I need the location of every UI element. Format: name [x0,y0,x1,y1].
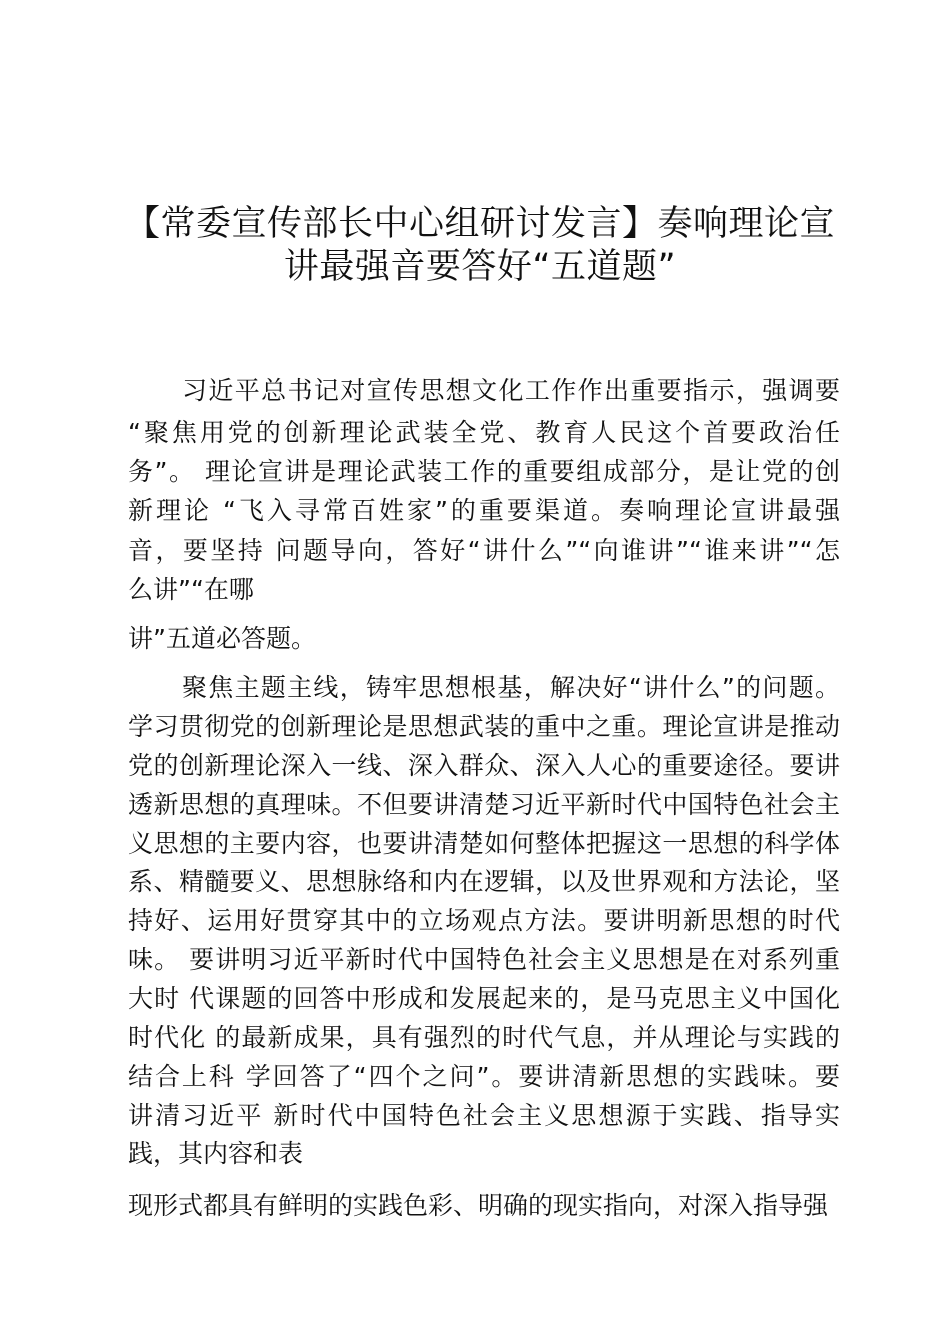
paragraph-1-line-7: 讲”五道必答题。 [128,624,316,653]
paragraph-2-line-8: 味。 要讲明习近平新时代中国特色社会主义思想是在对系列重 [128,945,840,974]
paragraph-2-line-11: 结合上科 学回答了“四个之问”。要讲清新思想的实践味。要 [128,1062,840,1091]
paragraph-2-line-13: 践，其内容和表 [128,1139,304,1168]
paragraph-2-line-2: 学习贯彻党的创新理论是思想武装的重中之重。理论宣讲是推动 [128,712,840,741]
document-title-line-2: 讲最强音要答好“五道题” [283,247,677,287]
paragraph-1-line-1: 习近平总书记对宣传思想文化工作作出重要指示，强调要 [182,376,840,405]
paragraph-2-line-7: 持好、运用好贯穿其中的立场观点方法。要讲明新思想的时代 [128,906,840,935]
document-title-line-1: 【常委宣传部长中心组研讨发言】奏响理论宣 [124,204,835,244]
paragraph-2-line-12: 讲清习近平 新时代中国特色社会主义思想源于实践、指导实 [128,1101,840,1130]
paragraph-1-line-6: 么讲”“在哪 [128,575,254,604]
paragraph-2-line-10: 时代化 的最新成果，具有强烈的时代气息，并从理论与实践的 [128,1023,840,1052]
paragraph-1-line-5: 音，要坚持 问题导向，答好“讲什么”“向谁讲”“谁来讲”“怎 [128,536,840,565]
paragraph-2-line-5: 义思想的主要内容，也要讲清楚如何整体把握这一思想的科学体 [128,829,840,858]
paragraph-1-line-3: 务”。 理论宣讲是理论武装工作的重要组成部分，是让党的创 [128,457,840,486]
paragraph-2-line-3: 党的创新理论深入一线、深入群众、深入人心的重要途径。要讲 [128,751,840,780]
paragraph-1-line-4: 新理论 “飞入寻常百姓家”的重要渠道。奏响理论宣讲最强 [128,496,840,525]
paragraph-1-line-2: “聚焦用党的创新理论武装全党、教育人民这个首要政治任 [128,418,840,447]
paragraph-2-line-1: 聚焦主题主线，铸牢思想根基，解决好“讲什么”的问题。 [182,673,840,702]
paragraph-2-line-9: 大时 代课题的回答中形成和发展起来的，是马克思主义中国化 [128,984,840,1013]
paragraph-2-line-4: 透新思想的真理味。不但要讲清楚习近平新时代中国特色社会主 [128,790,840,819]
paragraph-2-line-14: 现形式都具有鲜明的实践色彩、明确的现实指向，对深入指导强 [128,1191,829,1220]
paragraph-2-line-6: 系、精髓要义、思想脉络和内在逻辑，以及世界观和方法论，坚 [128,867,840,896]
